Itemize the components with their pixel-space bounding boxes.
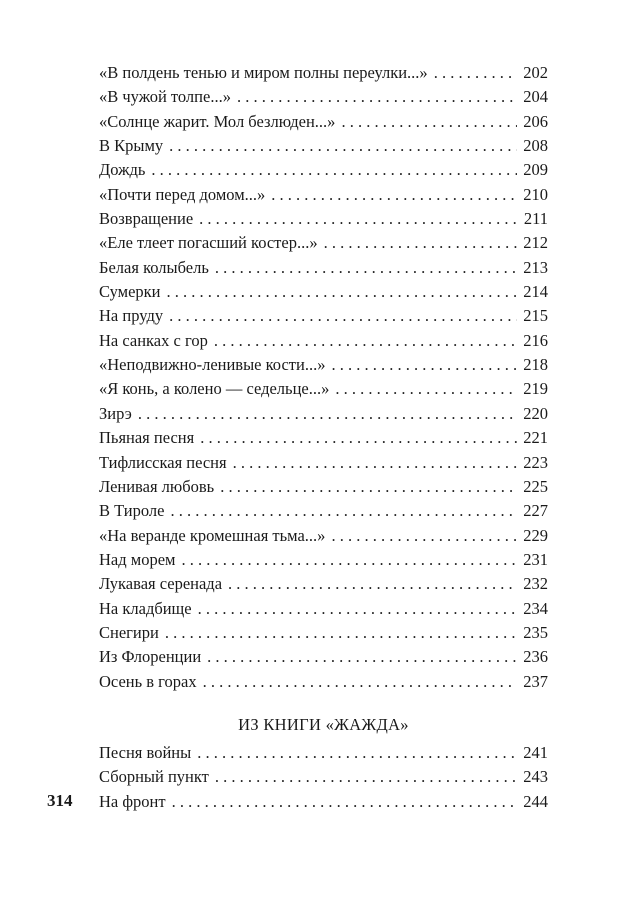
toc-entry-page: 241 — [523, 743, 548, 762]
toc-entry-title: Осень в горах — [99, 671, 197, 691]
toc-entry — [99, 741, 548, 765]
toc-entry — [99, 61, 548, 85]
toc-entry-page: 223 — [523, 452, 548, 472]
toc-entry-page: 216 — [523, 330, 548, 350]
toc-entry-page: 209 — [523, 160, 548, 180]
table-of-contents — [99, 61, 548, 694]
toc-entry-page: 211 — [523, 209, 548, 229]
dot-leader — [228, 572, 517, 596]
dot-leader — [335, 377, 517, 401]
toc-entry — [99, 158, 548, 182]
toc-entry-title: На пруду — [99, 306, 164, 326]
toc-entry-title: «Почти перед домом...» — [99, 184, 266, 204]
dot-leader — [215, 765, 517, 789]
toc-entry-page: 202 — [523, 63, 548, 82]
dot-leader — [331, 353, 517, 377]
dot-leader — [138, 402, 517, 426]
toc-entry — [99, 548, 548, 572]
dot-leader — [169, 134, 517, 158]
dot-leader — [214, 329, 517, 353]
toc-entry-title: Снегири — [99, 622, 159, 642]
section-table-of-contents — [99, 741, 548, 814]
dot-leader — [237, 85, 517, 109]
toc-entry-title: Возвращение — [99, 209, 194, 229]
dot-leader — [203, 670, 518, 694]
toc-entry — [99, 353, 548, 377]
page-number: 314 — [47, 791, 73, 810]
dot-leader — [271, 183, 517, 207]
dot-leader — [151, 158, 517, 182]
dot-leader — [434, 61, 518, 85]
toc-entry-title: «Еле тлеет погасший костер...» — [99, 233, 318, 253]
toc-entry-title: Белая колыбель — [99, 257, 209, 277]
toc-entry-page: 237 — [523, 671, 548, 691]
toc-entry-page: 231 — [523, 549, 548, 569]
dot-leader — [207, 645, 517, 669]
toc-entry-title: Лукавая серенада — [99, 574, 223, 594]
toc-entry — [99, 207, 548, 231]
toc-entry — [99, 475, 548, 499]
toc-entry-page: 234 — [523, 598, 548, 618]
toc-entry-page: 206 — [523, 111, 548, 131]
toc-entry-title: Над морем — [99, 549, 176, 569]
toc-entry-title: Сборный пункт — [99, 767, 209, 787]
dot-leader — [170, 499, 517, 523]
toc-entry — [99, 402, 548, 426]
toc-entry-page: 220 — [523, 403, 548, 423]
toc-entry — [99, 280, 548, 304]
toc-entry — [99, 231, 548, 255]
toc-entry-page: 219 — [523, 379, 548, 399]
toc-entry-title: «Солнце жарит. Мол безлюден...» — [99, 111, 336, 131]
dot-leader — [172, 790, 518, 814]
dot-leader — [199, 207, 518, 231]
toc-entry — [99, 134, 548, 158]
toc-entry-title: «В полдень тенью и миром полны переулки...» — [99, 63, 428, 82]
toc-entry-title: Песня войны — [99, 743, 192, 762]
toc-entry-page: 221 — [523, 428, 548, 448]
dot-leader — [197, 741, 517, 765]
toc-entry — [99, 790, 548, 814]
dot-leader — [341, 110, 517, 134]
toc-entry — [99, 524, 548, 548]
toc-entry-page: 232 — [523, 574, 548, 594]
dot-leader — [215, 256, 517, 280]
toc-entry-page: 243 — [523, 767, 548, 787]
toc-entry — [99, 256, 548, 280]
dot-leader — [200, 426, 517, 450]
toc-entry-title: Ленивая любовь — [99, 476, 215, 496]
toc-entry-title: Из Флоренции — [99, 647, 202, 667]
section-heading: ИЗ КНИГИ «ЖАЖДА» — [238, 715, 409, 734]
toc-entry-title: Сумерки — [99, 282, 161, 302]
toc-entry-page: 235 — [523, 622, 548, 642]
toc-entry — [99, 85, 548, 109]
toc-entry-title: В Крыму — [99, 136, 164, 156]
toc-entry-title: «Я конь, а колено — седельце...» — [99, 379, 330, 399]
toc-entry-page: 218 — [523, 355, 548, 375]
toc-entry — [99, 621, 548, 645]
toc-entry-page: 227 — [523, 501, 548, 521]
toc-entry-title: На фронт — [99, 791, 166, 811]
toc-entry — [99, 377, 548, 401]
toc-entry — [99, 499, 548, 523]
toc-entry — [99, 110, 548, 134]
toc-entry-page: 204 — [523, 87, 548, 107]
toc-entry-title: «На веранде кромешная тьма...» — [99, 525, 326, 545]
toc-entry-title: Зирэ — [99, 403, 132, 423]
toc-entry-page: 236 — [523, 647, 548, 667]
toc-entry — [99, 765, 548, 789]
toc-entry-page: 208 — [523, 136, 548, 156]
toc-entry-page: 214 — [523, 282, 548, 302]
toc-entry-page: 212 — [523, 233, 548, 253]
toc-entry-page: 225 — [523, 476, 548, 496]
toc-entry — [99, 183, 548, 207]
toc-entry — [99, 329, 548, 353]
toc-entry-title: Тифлисская песня — [99, 452, 227, 472]
toc-entry-title: На кладбище — [99, 598, 192, 618]
dot-leader — [324, 231, 518, 255]
dot-leader — [220, 475, 517, 499]
toc-entry — [99, 572, 548, 596]
toc-entry-title: Пьяная песня — [99, 428, 195, 448]
toc-entry-page: 215 — [523, 306, 548, 326]
toc-entry-title: На санках с гор — [99, 330, 208, 350]
dot-leader — [233, 451, 518, 475]
toc-entry-title: Дождь — [99, 160, 146, 180]
dot-leader — [167, 280, 518, 304]
toc-entry — [99, 645, 548, 669]
toc-entry — [99, 451, 548, 475]
toc-entry — [99, 597, 548, 621]
toc-entry — [99, 670, 548, 694]
toc-entry-page: 244 — [523, 791, 548, 811]
toc-entry-page: 229 — [523, 525, 548, 545]
toc-entry-page: 213 — [523, 257, 548, 277]
toc-entry-page: 210 — [523, 184, 548, 204]
toc-entry — [99, 426, 548, 450]
toc-entry — [99, 304, 548, 328]
toc-entry-title: «В чужой толпе...» — [99, 87, 231, 107]
toc-entry-title: «Неподвижно-ленивые кости...» — [99, 355, 326, 375]
dot-leader — [331, 524, 517, 548]
dot-leader — [169, 304, 517, 328]
toc-entry-title: В Тироле — [99, 501, 165, 521]
dot-leader — [165, 621, 517, 645]
dot-leader — [198, 597, 518, 621]
dot-leader — [181, 548, 517, 572]
